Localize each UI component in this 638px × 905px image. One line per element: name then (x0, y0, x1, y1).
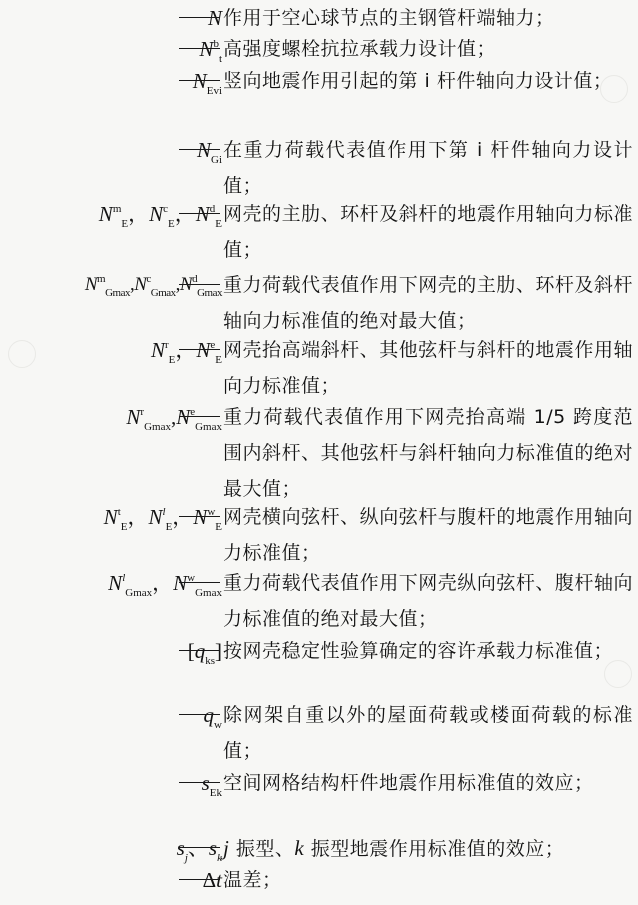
em-dash (179, 879, 220, 880)
entry-description: 网壳横向弦杆、纵向弦杆与腹杆的地震作用轴向力标准值； (223, 506, 633, 564)
entry-symbol: $N^t_E$，$N^l_E$，$N^w_E$ (103, 505, 222, 534)
entry-symbol: $N^m_E$，$N^c_E$，$N^d_E$ (98, 202, 222, 231)
entry-symbol: $[q_{ks}]$ (187, 639, 222, 668)
entry-description: 在重力荷载代表值作用下第 i 杆件轴向力设计值； (223, 139, 633, 197)
entry-symbol: $q_w$ (203, 703, 222, 732)
em-dash (179, 714, 220, 715)
entry-symbol: $N^r_{Gmax},N^e_{Gmax}$ (126, 405, 222, 434)
watermark-mark (600, 75, 628, 103)
entry-symbol: $s_{Ek}$ (201, 771, 222, 800)
entry-description: 高强度螺栓抗拉承载力设计值； (223, 38, 497, 60)
em-dash (179, 516, 220, 517)
entry-description: 温差； (223, 869, 282, 891)
em-dash (179, 284, 220, 285)
entry-symbol: Δt (202, 868, 222, 892)
em-dash (179, 349, 220, 350)
entry-symbol: $N^m_{Gmax},N^c_{Gmax},N^d_{Gmax}$ (84, 272, 222, 299)
entry-symbol: $N_{Evi}$ (192, 69, 222, 98)
entry-description: 网壳的主肋、环杆及斜杆的地震作用轴向力标准值； (223, 203, 633, 261)
em-dash (179, 80, 220, 81)
em-dash (179, 782, 220, 783)
em-dash (179, 48, 220, 49)
entry-symbol: $N^r_E$，$N^e_E$ (150, 338, 222, 367)
entry-description: 重力荷载代表值作用下网壳的主肋、环杆及斜杆轴向力标准值的绝对最大值； (223, 274, 633, 332)
entry-description: 竖向地震作用引起的第 i 杆件轴向力设计值； (223, 70, 613, 92)
entry-description: 按网壳稳定性验算确定的容许承载力标准值； (223, 640, 614, 662)
watermark-mark (604, 660, 632, 688)
em-dash (179, 416, 220, 417)
entry-description: 重力荷载代表值作用下网壳纵向弦杆、腹杆轴向力标准值的绝对最大值； (223, 572, 633, 630)
entry-description: j 振型、k 振型地震作用标准值的效应； (223, 836, 565, 860)
entry-description: 作用于空心球节点的主钢管杆端轴力； (223, 7, 555, 29)
entry-symbol: $N^l_{Gmax}$，$N^w_{Gmax}$ (108, 571, 222, 600)
watermark-mark (8, 340, 36, 368)
entry-description: 网壳抬高端斜杆、其他弦杆与斜杆的地震作用轴向力标准值； (223, 339, 633, 397)
em-dash (179, 17, 220, 18)
entry-description: 重力荷载代表值作用下网壳抬高端 1/5 跨度范围内斜杆、其他弦杆与斜杆轴向力标准值的绝对最大值； (223, 406, 633, 500)
entry-symbol: $s_j$、$s_k$ (176, 836, 222, 865)
entry-description: 空间网格结构杆件地震作用标准值的效应； (223, 772, 594, 794)
entry-symbol: $N_{Gi}$ (196, 138, 222, 167)
em-dash (179, 847, 220, 848)
em-dash (179, 582, 220, 583)
entry-symbol: N (207, 6, 222, 30)
em-dash (179, 650, 220, 651)
em-dash (179, 149, 220, 150)
entry-symbol: $N^b_t$ (199, 37, 222, 66)
entry-description: 除网架自重以外的屋面荷载或楼面荷载的标准值； (223, 704, 633, 762)
em-dash (179, 213, 220, 214)
